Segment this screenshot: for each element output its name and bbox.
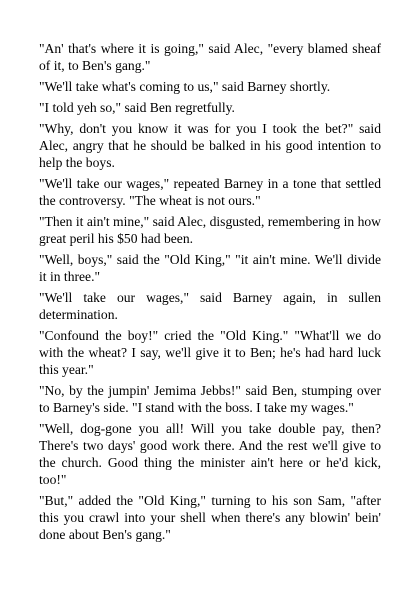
- paragraph: "But," added the "Old King," turning to his son Sam, "after this you crawl into your shell when there's any blowin' bein' done about Ben's gang.": [39, 493, 381, 542]
- paragraph: "No, by the jumpin' Jemima Jebbs!" said Ben, stumping over to Barney's side. "I stand with the boss. I take my wages.": [39, 383, 381, 415]
- paragraph: "Then it ain't mine," said Alec, disgusted, remembering in how great peril his $50 had been.: [39, 214, 381, 246]
- page-text: [39, 40, 381, 547]
- paragraph: "We'll take our wages," said Barney again, in sullen determination.: [39, 290, 381, 322]
- paragraph: "We'll take our wages," repeated Barney in a tone that settled the controversy. "The wheat is not ours.": [39, 176, 381, 208]
- paragraph: "We'll take what's coming to us," said Barney shortly.: [39, 79, 331, 94]
- paragraph: "An' that's where it is going," said Alec, "every blamed sheaf of it, to Ben's gang.": [39, 41, 381, 73]
- paragraph: "I told yeh so," said Ben regretfully.: [39, 100, 235, 115]
- paragraph: "Why, don't you know it was for you I took the bet?" said Alec, angry that he should be balked in his good intention to help the boys.: [39, 121, 381, 170]
- paragraph: "Confound the boy!" cried the "Old King." "What'll we do with the wheat? I say, we'll give it to Ben; he's had hard luck this year.": [39, 328, 381, 377]
- paragraph: "Well, dog-gone you all! Will you take double pay, then? There's two days' good work there. And the rest we'll give to the church. Good thing the minister ain't here or he'd kick, too!": [39, 421, 381, 487]
- paragraph: "Well, boys," said the "Old King," "it ain't mine. We'll divide it in three.": [39, 252, 381, 284]
